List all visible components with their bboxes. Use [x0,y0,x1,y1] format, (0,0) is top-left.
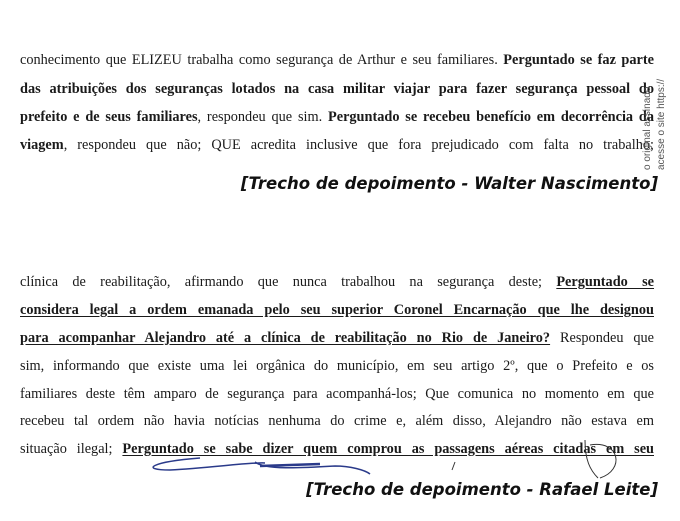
answer-text: sim, informando que existe uma lei orgânica do município, em seu artigo 2º, que o Prefeito e os [20,358,654,374]
question-text: das atribuições dos seguranças lotados na casa militar viajar para fazer segurança pessoal do [20,81,654,97]
question-text: para acompanhar Alejandro até a clínica de reabilitação no Rio de Janeiro? [20,330,551,346]
caption-walter-nascimento: [Trecho de depoimento - Walter Nascimento] [240,174,658,193]
question-text: Perguntado se recebeu benefício em decorrência da [327,109,654,125]
question-text: viagem [20,137,64,153]
watermark-line-1: o original assinado [642,86,653,170]
question-text: considera legal a ordem emanada pelo seu superior Coronel Encarnação que lhe designou [20,302,654,318]
caption-rafael-leite: [Trecho de depoimento - Rafael Leite] [306,480,658,499]
answer-text: recebeu tal ordem não havia notícias nenhuma do crime e, além disso, Alejandro não estava em [20,413,654,429]
answer-text: clínica de reabilitação, afirmando que nunca trabalhou na segurança deste; [20,274,557,290]
answer-text: , respondeu que não; QUE acredita inclusive que fora prejudicado com falta no trabalho; [63,137,654,153]
answer-text: familiares deste têm amparo de segurança para acompanhá-los; Que comunica no momento em que [20,386,654,402]
watermark-line-2: acesse o site https:// [656,78,667,170]
answer-text: conhecimento que ELIZEU trabalha como segurança de Arthur e seu familiares. [20,52,504,68]
question-text: Perguntado se faz parte [503,52,654,68]
question-text: prefeito e de seus familiares [20,109,198,125]
question-text: Perguntado se [556,274,655,290]
answer-text: situação ilegal; [20,441,123,457]
answer-text: Respondeu que [550,330,654,346]
answer-text: , respondeu que sim. [197,109,328,125]
question-text: Perguntado se sabe dizer quem comprou as passagens aéreas citadas em seu [122,441,654,457]
